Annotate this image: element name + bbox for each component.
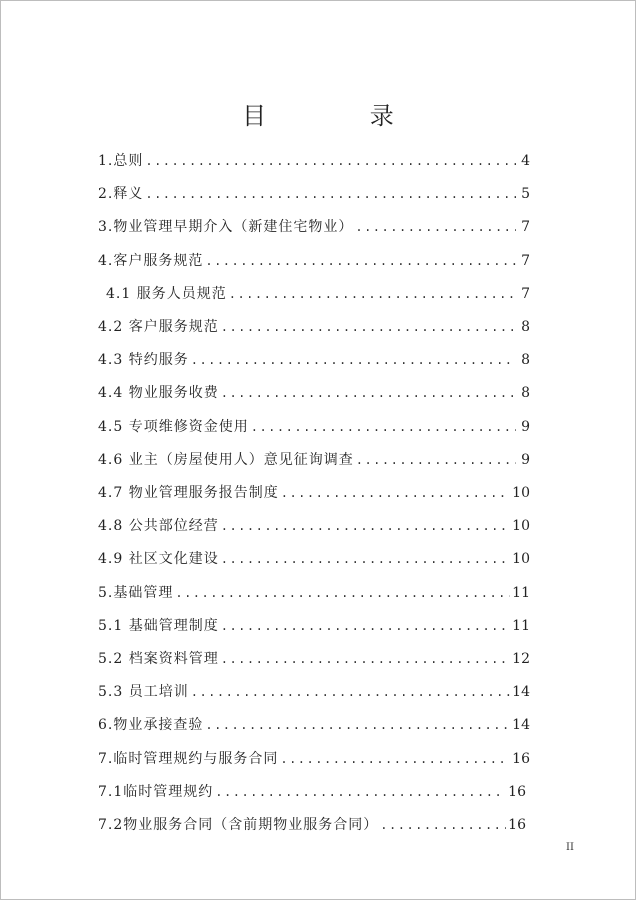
toc-entry-label: 4.2 客户服务规范 xyxy=(98,319,219,335)
toc-leader-dots xyxy=(229,280,516,308)
toc-entry[interactable] xyxy=(98,778,526,806)
toc-leader-dots xyxy=(191,678,510,706)
toc-entry-label: 4.3 特约服务 xyxy=(98,352,189,368)
toc-entry[interactable] xyxy=(98,479,530,507)
toc-entry-label: 1.总则 xyxy=(98,153,144,169)
toc-leader-dots xyxy=(251,413,516,441)
toc-leader-dots xyxy=(280,745,510,773)
toc-entry-label: 7.临时管理规约与服务合同 xyxy=(98,751,279,767)
toc-entry-label: 3.物业管理早期介入（新建住宅物业） xyxy=(98,219,354,235)
toc-entry-page: 16 xyxy=(508,817,526,833)
toc-entry-label: 4.客户服务规范 xyxy=(98,253,204,269)
toc-leader-dots xyxy=(281,479,510,507)
toc-leader-dots xyxy=(355,213,516,241)
toc-leader-dots xyxy=(145,180,516,208)
toc-entry-label: 7.1临时管理规约 xyxy=(98,784,214,800)
toc-entry-label: 5.基础管理 xyxy=(98,585,174,601)
toc-entry-page: 16 xyxy=(512,751,530,767)
toc-leader-dots xyxy=(221,545,510,573)
toc-entry-page: 9 xyxy=(521,419,530,435)
toc-entry[interactable] xyxy=(98,180,530,208)
toc-entry[interactable] xyxy=(98,645,530,673)
toc-entry[interactable] xyxy=(98,213,530,241)
toc-leader-dots xyxy=(191,346,516,374)
toc-entry-page: 12 xyxy=(512,651,530,667)
toc-entry-label: 4.4 物业服务收费 xyxy=(98,385,219,401)
toc-leader-dots xyxy=(221,379,516,407)
toc-entry-label: 4.6 业主（房屋使用人）意见征询调查 xyxy=(98,452,354,468)
toc-entry[interactable] xyxy=(98,745,530,773)
toc-leader-dots xyxy=(356,446,516,474)
toc-entry[interactable] xyxy=(98,612,530,640)
toc-leader-dots xyxy=(380,811,506,839)
toc-entry-page: 16 xyxy=(508,784,526,800)
toc-entry-page: 8 xyxy=(521,319,530,335)
toc-entry[interactable] xyxy=(98,711,530,739)
toc-entry-label: 5.2 档案资料管理 xyxy=(98,651,219,667)
toc-leader-dots xyxy=(205,247,516,275)
toc-entry-page: 5 xyxy=(521,186,530,202)
toc-entry[interactable] xyxy=(98,413,530,441)
toc-leader-dots xyxy=(221,313,516,341)
toc-leader-dots xyxy=(221,645,510,673)
toc-entry-label: 5.3 员工培训 xyxy=(98,684,189,700)
toc-entry-page: 4 xyxy=(521,153,530,169)
toc-entry[interactable] xyxy=(98,147,530,175)
toc-leader-dots xyxy=(221,512,510,540)
toc-entry-page: 11 xyxy=(512,618,530,634)
toc-leader-dots xyxy=(145,147,516,175)
toc-entry-label: 4.9 社区文化建设 xyxy=(98,551,219,567)
toc-entry[interactable] xyxy=(98,446,530,474)
toc-entry-page: 8 xyxy=(521,352,530,368)
toc-entry[interactable] xyxy=(98,579,530,607)
toc-entry-label: 6.物业承接查验 xyxy=(98,717,204,733)
toc-entry-label: 5.1 基础管理制度 xyxy=(98,618,219,634)
toc-leader-dots xyxy=(175,579,510,607)
toc-entry-label: 2.释义 xyxy=(98,186,144,202)
toc-entry-page: 14 xyxy=(512,684,530,700)
toc-entry-page: 10 xyxy=(512,485,530,501)
toc-entry-page: 7 xyxy=(521,253,530,269)
toc-entry[interactable] xyxy=(98,512,530,540)
toc-entry-page: 9 xyxy=(521,452,530,468)
toc-entry-page: 14 xyxy=(512,717,530,733)
toc-entry[interactable] xyxy=(98,313,530,341)
toc-entry-page: 7 xyxy=(521,219,530,235)
toc-entry-label: 4.5 专项维修资金使用 xyxy=(98,419,249,435)
toc-entry[interactable] xyxy=(98,346,530,374)
toc-entry-label: 4.7 物业管理服务报告制度 xyxy=(98,485,279,501)
toc-entry[interactable] xyxy=(106,280,530,308)
toc-entry-label: 4.1 服务人员规范 xyxy=(106,286,227,302)
toc-entry[interactable] xyxy=(98,545,530,573)
toc-leader-dots xyxy=(215,778,506,806)
toc-entry-page: 11 xyxy=(512,585,530,601)
page-title: 目 录 xyxy=(242,102,442,130)
toc-entry-page: 10 xyxy=(512,551,530,567)
toc-entry-label: 7.2物业服务合同（含前期物业服务合同） xyxy=(98,817,379,833)
toc-leader-dots xyxy=(205,711,510,739)
toc-entry-page: 7 xyxy=(521,286,530,302)
toc-entry[interactable] xyxy=(98,379,530,407)
toc-entry-label: 4.8 公共部位经营 xyxy=(98,518,219,534)
toc-leader-dots xyxy=(221,612,510,640)
page-number: II xyxy=(566,842,574,853)
toc-entry[interactable] xyxy=(98,678,530,706)
toc-entry[interactable] xyxy=(98,811,526,839)
toc-entry[interactable] xyxy=(98,247,530,275)
toc-entry-page: 10 xyxy=(512,518,530,534)
toc-entry-page: 8 xyxy=(521,385,530,401)
